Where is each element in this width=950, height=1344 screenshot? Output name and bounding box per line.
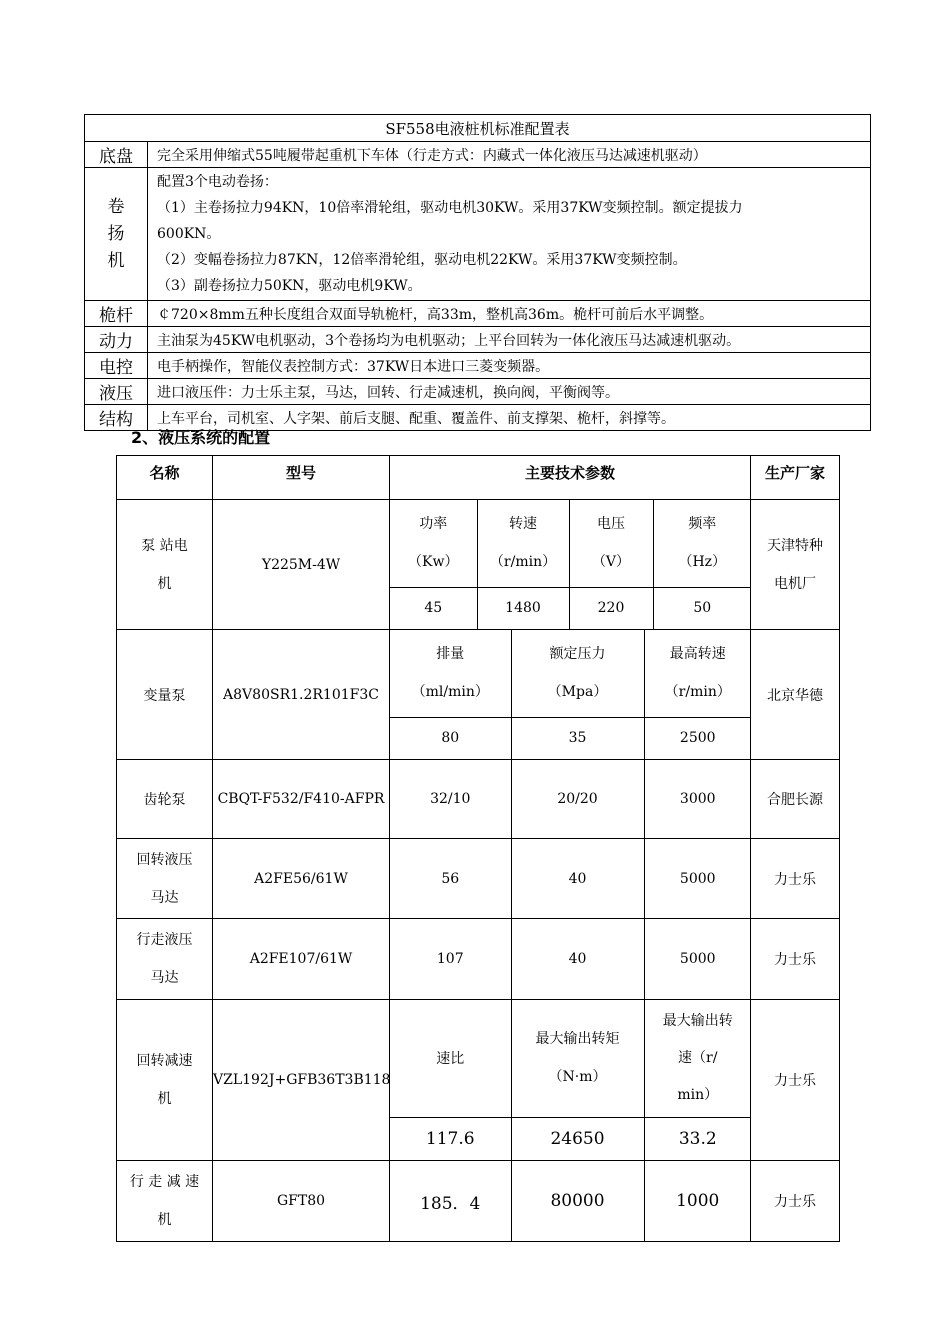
param-head: 速比 [390,1000,511,1117]
param-value: 1480 [477,587,569,629]
param-value: 24650 [511,1117,644,1160]
motor-params [390,500,751,630]
row-text-power: 主油泵为45KW电机驱动，3个卷扬均为电机驱动；上平台回转为一体化液压马达减速机驱动。 [148,327,871,353]
param-value: 1000 [676,1191,720,1211]
var-pump-name: 变量泵 [117,630,213,760]
slew-motor-param-grid [390,839,751,918]
motor-maker: 天津特种 电机厂 [751,500,840,630]
winch-line: （1）主卷扬拉力94KN，10倍率滑轮组，驱动电机30KW。采用37KW变频控制。额定提拔力 [157,200,743,216]
param-value: 32/10 [390,760,511,838]
motor-name-line: 机 [157,575,172,592]
row-text-mast: ￠720×8mm五种长度组合双面导轨桅杆，高33m，整机高36m。桅杆可前后水平调整。 [148,301,871,327]
gear-pump-param-grid [390,760,751,838]
param-value: 117.6 [390,1117,511,1160]
gear-pump-params [390,760,751,839]
travel-reducer-name: 行 走 减 速 机 [117,1161,213,1242]
param-head: 功率 （Kw） [390,500,477,587]
param-head: 频率 （Hz） [678,516,727,571]
header-model: 型号 [213,456,390,500]
param-head: 额定压力 （Mpa） [511,630,644,717]
config-table-title: SF558电液桩机标准配置表 [85,115,871,142]
param-head: 电压 （V） [569,500,653,587]
param-value: 2500 [644,717,751,759]
travel-reducer-param-grid [390,1161,751,1241]
param-value: 45 [390,587,477,629]
param-head: 最高转速 （r/min） [664,646,731,701]
winch-label-3: 机 [107,250,125,271]
var-pump-maker: 北京华德 [751,630,840,760]
row-text-hydraulic: 进口液压件：力士乐主泵，马达，回转、行走减速机，换向阀，平衡阀等。 [148,379,871,405]
winch-line: （2）变幅卷扬拉力87KN，12倍率滑轮组，驱动电机22KW。采用37KW变频控制。 [157,252,687,268]
param-value: 185．4 [390,1161,511,1241]
slew-reducer-name: 回转减速 机 [117,1000,213,1161]
winch-label-1: 卷 [107,196,125,217]
slew-reducer-params [390,1000,751,1161]
param-head: 排量 （ml/min） [390,630,511,717]
row-label-chassis: 底盘 [85,142,148,168]
slew-motor-model: A2FE56/61W [213,839,390,919]
param-head: 最大输出转矩 （N·m） [511,1000,644,1117]
param-value: 40 [511,839,644,918]
slew-reducer-param-grid [390,1000,751,1160]
travel-motor-param-grid [390,919,751,999]
row-text-structure: 上车平台，司机室、人字架、前后支腿、配重、覆盖件、前支撑架、桅杆，斜撑等。 [148,405,871,431]
slew-motor-name: 回转液压 马达 [117,839,213,919]
var-pump-model: A8V80SR1.2R101F3C [213,630,390,760]
param-head: 最大输出转 速（r/ min） [662,1012,733,1103]
param-value: 220 [569,587,653,629]
row-label-electric: 电控 [85,353,148,379]
param-value: 80 [390,717,511,759]
motor-model: Y225M-4W [213,500,390,630]
param-value: 20/20 [511,760,644,838]
section-heading: 2、液压系统的配置 [131,428,271,447]
winch-line: 配置3个电动卷扬： [157,174,278,190]
header-maker: 生产厂家 [751,456,840,500]
travel-motor-name: 行走液压 马达 [117,919,213,1000]
var-pump-params [390,630,751,760]
header-name: 名称 [117,456,213,500]
header-params: 主要技术参数 [390,456,751,500]
gear-pump-model: CBQT-F532/F410-AFPR [213,760,390,839]
param-value: 50 [653,587,751,629]
slew-motor-maker: 力士乐 [751,839,840,919]
winch-line: 600KN。 [157,226,221,242]
row-label-mast: 桅杆 [85,301,148,327]
motor-name [117,500,213,630]
param-head: 转速 （r/min） [477,500,569,587]
slew-motor-params [390,839,751,919]
gear-pump-name: 齿轮泵 [117,760,213,839]
param-value: 35 [511,717,644,759]
gear-pump-maker: 合肥长源 [751,760,840,839]
row-label-hydraulic: 液压 [85,379,148,405]
slew-reducer-maker: 力士乐 [751,1000,840,1161]
param-value: 5000 [679,951,716,967]
travel-motor-model: A2FE107/61W [213,919,390,1000]
row-label-power: 动力 [85,327,148,353]
hydraulic-config-table [116,455,840,1242]
row-text-chassis: 完全采用伸缩式55吨履带起重机下车体（行走方式：内藏式一体化液压马达减速机驱动） [148,142,871,168]
row-text-winch [148,168,871,301]
var-pump-param-grid [390,630,751,759]
motor-param-grid [390,500,751,629]
travel-motor-params [390,919,751,1000]
row-label-structure: 结构 [85,405,148,431]
param-value: 80000 [511,1161,644,1241]
row-label-winch [85,168,148,301]
winch-line: （3）副卷扬拉力50KN，驱动电机9KW。 [157,278,422,294]
param-value: 40 [511,919,644,999]
param-value: 5000 [679,870,716,887]
travel-reducer-model: GFT80 [213,1161,390,1242]
motor-name-line: 泵 站电 [141,537,188,554]
param-value: 56 [390,839,511,918]
travel-motor-maker: 力士乐 [751,919,840,1000]
travel-reducer-maker: 力士乐 [751,1161,840,1242]
param-value: 33.2 [644,1117,751,1160]
travel-reducer-params [390,1161,751,1242]
param-value: 3000 [679,791,716,807]
config-table [84,114,871,431]
slew-reducer-model: VZL192J+GFB36T3B118 [213,1000,390,1161]
row-text-electric: 电手柄操作，智能仪表控制方式：37KW日本进口三菱变频器。 [148,353,871,379]
param-value: 107 [390,919,511,999]
winch-label-2: 扬 [107,223,125,244]
